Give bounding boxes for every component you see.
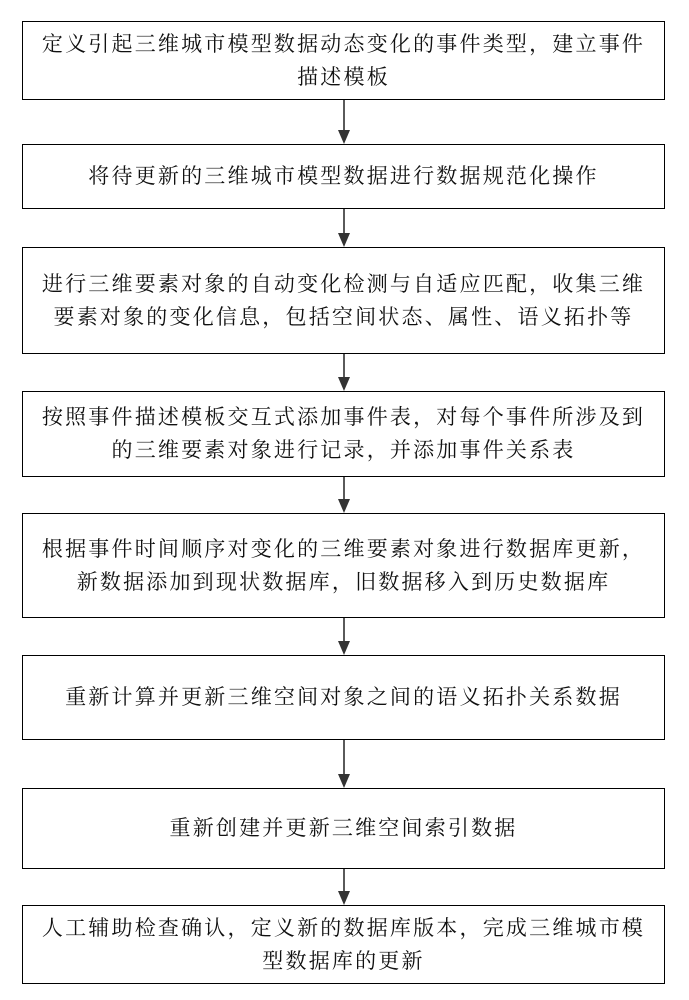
step-box-2 xyxy=(22,144,665,209)
arrow-3-4 xyxy=(335,354,353,391)
arrow-6-7 xyxy=(335,740,353,788)
step-text-3: 进行三维要素对象的自动变化检测与自适应匹配，收集三维要素对象的变化信息，包括空间状态、属性、语义拓扑等 xyxy=(41,271,646,329)
step-text-4: 按照事件描述模板交互式添加事件表，对每个事件所涉及到的三维要素对象进行记录，并添加事件关系表 xyxy=(41,405,646,462)
step-box-8 xyxy=(22,905,665,984)
step-text-7: 重新创建并更新三维空间索引数据 xyxy=(169,816,518,840)
step-box-5 xyxy=(22,513,665,618)
step-text-6: 重新计算并更新三维空间对象之间的语义拓扑关系数据 xyxy=(65,685,622,709)
step-text-1: 定义引起三维城市模型数据动态变化的事件类型，建立事件描述模板 xyxy=(41,31,646,89)
step-box-4 xyxy=(22,391,665,477)
arrow-5-6 xyxy=(335,618,353,655)
step-box-7 xyxy=(22,788,665,869)
step-box-1 xyxy=(22,21,665,100)
step-box-3 xyxy=(22,247,665,354)
arrow-4-5 xyxy=(335,477,353,513)
step-text-8: 人工辅助检查确认，定义新的数据库版本，完成三维城市模型数据库的更新 xyxy=(41,915,646,973)
arrow-1-2 xyxy=(335,100,353,144)
step-text-5: 根据事件时间顺序对变化的三维要素对象进行数据库更新，新数据添加到现状数据库，旧数据移入到历史数据库 xyxy=(41,536,646,594)
step-box-6 xyxy=(22,655,665,740)
arrow-2-3 xyxy=(335,209,353,247)
step-text-2: 将待更新的三维城市模型数据进行数据规范化操作 xyxy=(88,164,599,188)
arrow-7-8 xyxy=(335,869,353,905)
